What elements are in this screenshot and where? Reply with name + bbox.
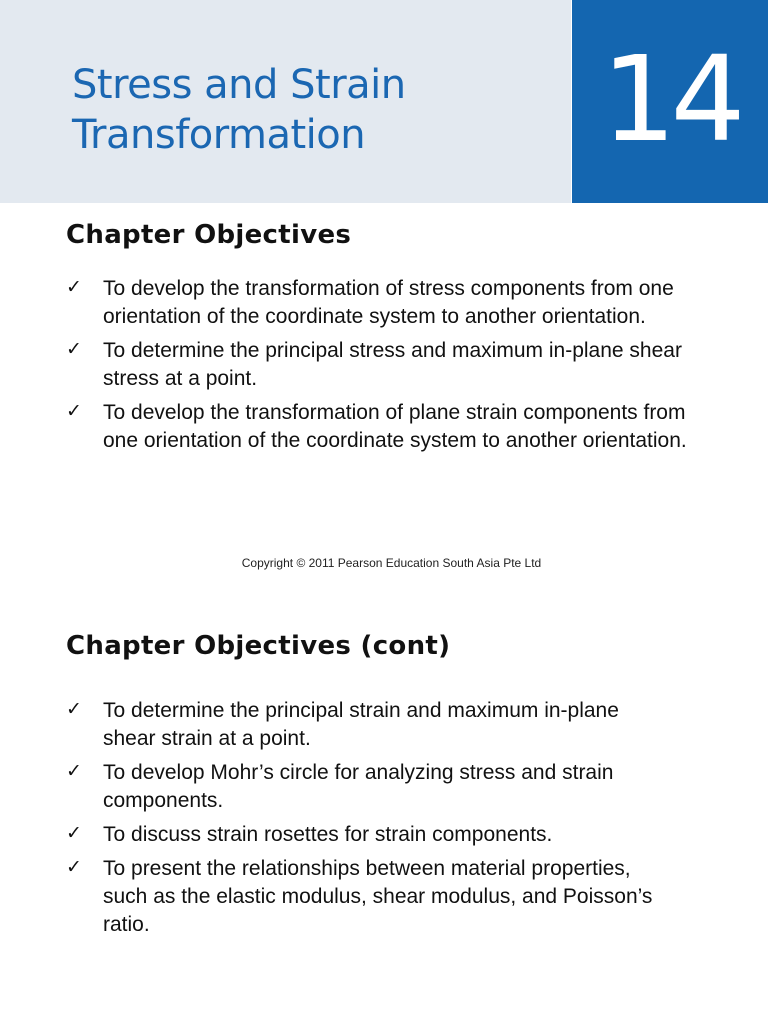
objective-text: To develop the transformation of stress components from one orientation of the coordinate system to another orientation. [103, 277, 674, 328]
chapter-header [0, 0, 768, 203]
objective-item [66, 399, 726, 455]
objective-item [66, 697, 666, 753]
objectives-cont-list [66, 697, 666, 945]
chapter-title [72, 60, 406, 160]
chapter-title-line-2: Transformation [72, 112, 366, 158]
objective-item [66, 759, 666, 815]
objective-item [66, 855, 666, 939]
checkmark-icon: ✓ [66, 822, 82, 844]
chapter-number-box [571, 0, 768, 203]
copyright-notice: Copyright © 2011 Pearson Education South Asia Pte Ltd [241, 556, 542, 570]
objective-text: To develop the transformation of plane strain components from one orientation of the coordinate system to another orientation. [103, 401, 687, 452]
checkmark-icon: ✓ [66, 276, 82, 298]
checkmark-icon: ✓ [66, 760, 82, 782]
objective-text: To develop Mohr’s circle for analyzing stress and strain components. [103, 761, 614, 812]
objectives-list [66, 275, 726, 461]
checkmark-icon: ✓ [66, 698, 82, 720]
objective-text: To present the relationships between material properties, such as the elastic modulus, shear modulus, and Poisson’s ratio. [103, 857, 653, 936]
objective-item [66, 337, 726, 393]
objective-text: To determine the principal strain and maximum in-plane shear strain at a point. [103, 699, 619, 750]
objective-text: To discuss strain rosettes for strain components. [103, 823, 553, 846]
objective-text: To determine the principal stress and maximum in-plane shear stress at a point. [103, 339, 682, 390]
checkmark-icon: ✓ [66, 400, 82, 422]
objective-item [66, 275, 726, 331]
objectives-heading: Chapter Objectives [66, 220, 352, 250]
checkmark-icon: ✓ [66, 338, 82, 360]
chapter-title-line-1: Stress and Strain [72, 62, 406, 108]
checkmark-icon: ✓ [66, 856, 82, 878]
objective-item [66, 821, 666, 849]
objectives-cont-heading: Chapter Objectives (cont) [66, 631, 451, 661]
chapter-number: 14 [601, 30, 740, 168]
